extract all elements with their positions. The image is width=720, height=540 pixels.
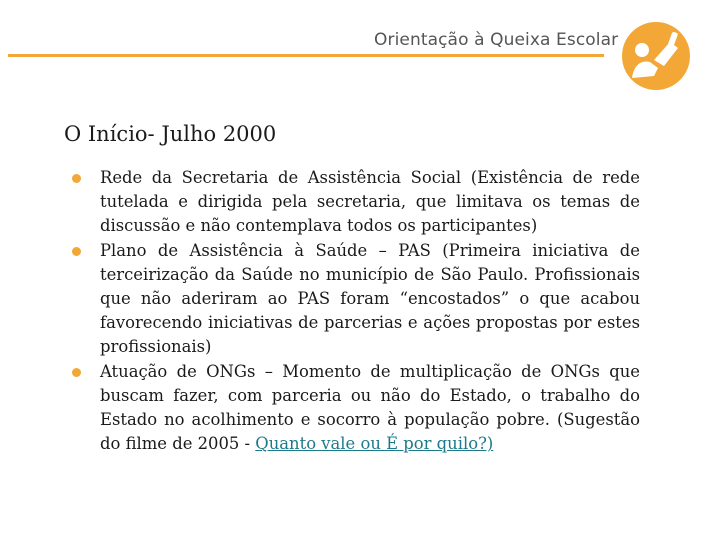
bullet-dot-icon	[72, 247, 81, 256]
header-title: Orientação à Queixa Escolar	[374, 30, 619, 50]
list-item	[100, 239, 640, 360]
bullet-text: Plano de Assistência à Saúde – PAS (Primeira iniciativa de terceirização da Saúde no município de São Paulo. Profissionais que não aderiram ao PAS foram “encostados” o que acabou favorecendo iniciativas de parcerias e ações propostas por estes profissionais)	[100, 240, 640, 357]
bullet-text: Atuação de ONGs – Momento de multiplicação de ONGs que buscam fazer, com parceria ou não do Estado, o trabalho do Estado no acolhimento e socorro à população pobre. (Sugestão do filme de 2005 -	[100, 361, 640, 454]
bullet-dot-icon	[72, 368, 81, 377]
slide-title: O Início- Julho 2000	[64, 122, 277, 146]
list-item	[100, 360, 640, 457]
film-link[interactable]: Quanto vale ou É por quilo?)	[255, 434, 494, 454]
child-reading-icon	[620, 20, 692, 92]
header-rule	[8, 54, 604, 57]
bullet-text: Rede da Secretaria de Assistência Social (Existência de rede tutelada e dirigida pela secretaria, que limitava os temas de discussão e não contemplava todos os participantes)	[100, 168, 640, 236]
list-item	[100, 166, 640, 239]
bullet-dot-icon	[72, 174, 81, 183]
bullet-list	[100, 166, 640, 456]
